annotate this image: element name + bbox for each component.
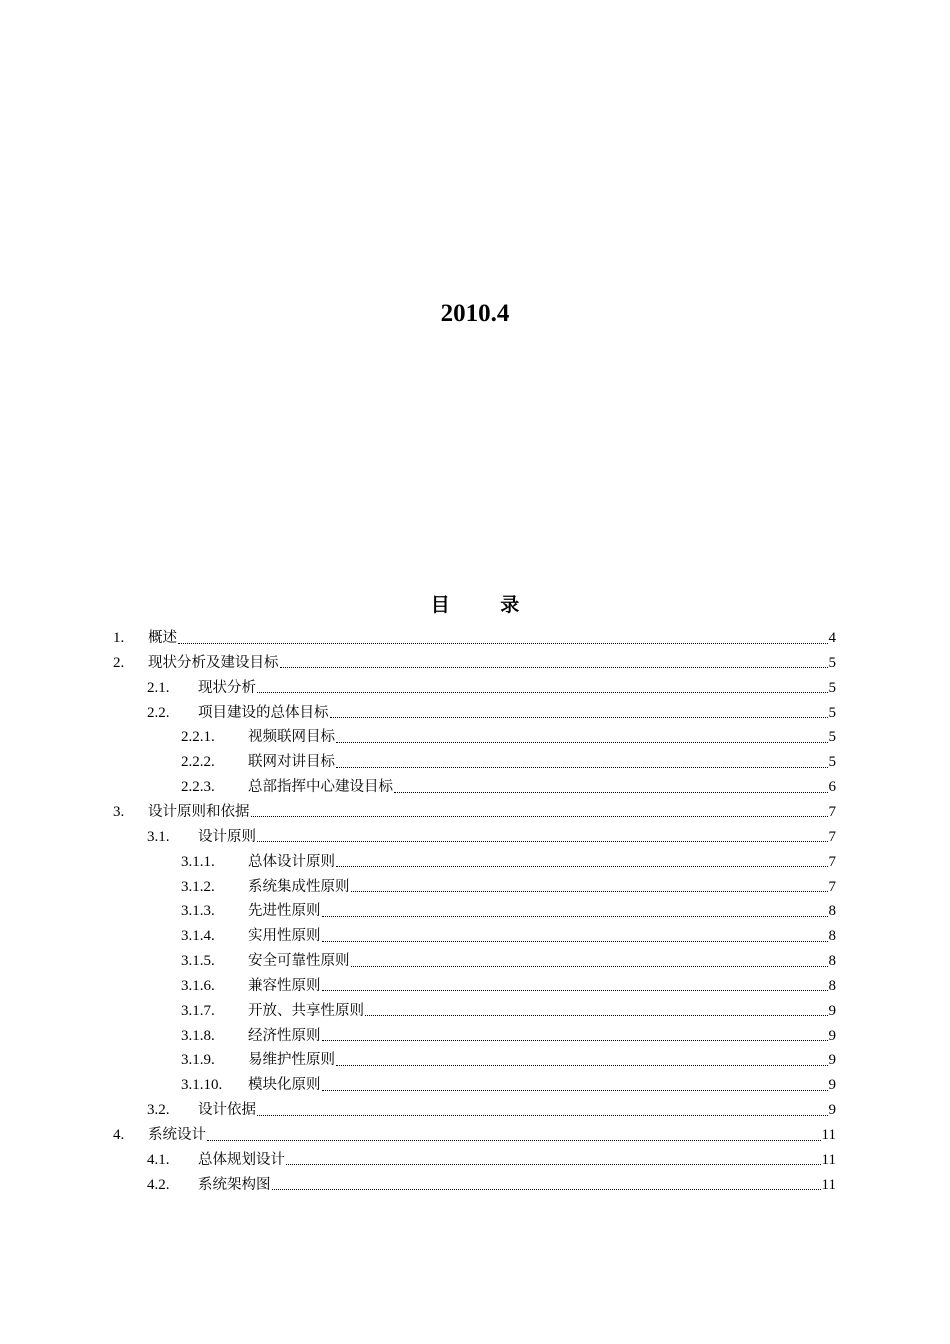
cover-date: 2010.4 (440, 300, 510, 327)
toc-entry-title: 现状分析及建设目标 (148, 654, 279, 671)
toc-leader-dots (322, 990, 828, 991)
toc-entry-number: 4. (113, 1127, 125, 1143)
toc-entry-number: 3.1. (147, 828, 170, 845)
toc-entry[interactable] (113, 626, 836, 650)
toc-entry-number: 2. (113, 654, 125, 671)
toc-leader-dots (394, 792, 828, 793)
toc-entry-number: 3.1.7. (181, 1002, 215, 1019)
toc-leader-dots (178, 643, 828, 644)
toc-entry[interactable] (113, 651, 836, 675)
toc-entry-title: 总部指挥中心建设目标 (248, 779, 393, 796)
toc-entry-title: 系统集成性原则 (248, 878, 350, 895)
toc-entry-page: 6 (828, 779, 836, 796)
toc-entry-page: 5 (828, 654, 836, 671)
toc-entry-title: 项目建设的总体目标 (198, 704, 329, 721)
toc-entry-number: 2.2.3. (181, 779, 215, 796)
toc-entry[interactable] (181, 924, 836, 948)
toc-entry-number: 3.1.6. (181, 977, 215, 994)
toc-leader-dots (336, 866, 828, 867)
toc-entry-page: 9 (828, 1077, 836, 1094)
toc-entry-number: 2.2.1. (181, 729, 215, 746)
toc-entry[interactable] (181, 999, 836, 1023)
toc-leader-dots (257, 692, 828, 693)
toc-entry-title: 现状分析 (198, 679, 256, 696)
toc-entry[interactable] (181, 750, 836, 774)
toc-title: 目 录 (430, 594, 542, 616)
toc-leader-dots (280, 667, 828, 668)
toc-entry[interactable] (181, 875, 836, 899)
toc-entry[interactable] (147, 676, 836, 700)
toc-entry-page: 7 (828, 803, 836, 820)
toc-entry-number: 4.1. (147, 1151, 170, 1168)
toc-entry[interactable] (181, 899, 836, 923)
toc-entry[interactable] (147, 1098, 836, 1122)
toc-entry-number: 3.1.10. (181, 1077, 223, 1094)
toc-entry-number: 3.1.4. (181, 928, 215, 945)
toc-entry-number: 2.2. (147, 704, 170, 721)
toc-entry-title: 安全可靠性原则 (248, 953, 350, 970)
toc-entry-number: 4.2. (147, 1176, 170, 1193)
toc-leader-dots (351, 891, 828, 892)
toc-leader-dots (272, 1189, 821, 1190)
toc-entry[interactable] (181, 725, 836, 749)
toc-entry-title: 易维护性原则 (248, 1052, 335, 1069)
toc-entry-number: 1. (113, 630, 125, 646)
toc-entry-title: 模块化原则 (248, 1077, 321, 1094)
toc-entry-number: 2.2.2. (181, 754, 215, 771)
toc-entry-number: 3. (113, 803, 125, 820)
toc-entry[interactable] (147, 825, 836, 849)
toc-entry-title: 设计依据 (198, 1102, 256, 1119)
toc-leader-dots (286, 1164, 821, 1165)
toc-entry-page: 9 (828, 1052, 836, 1069)
toc-entry-title: 系统架构图 (198, 1176, 271, 1193)
toc-entry-page: 11 (821, 1176, 836, 1193)
toc-entry-title: 设计原则和依据 (148, 803, 250, 820)
toc-entry-page: 8 (828, 903, 836, 920)
toc-entry-title: 总体规划设计 (198, 1151, 285, 1168)
toc-leader-dots (336, 1065, 828, 1066)
toc-entry-number: 3.1.8. (181, 1027, 215, 1044)
toc-entry-page: 7 (828, 828, 836, 845)
toc-entry-page: 9 (828, 1002, 836, 1019)
toc-entry-number: 3.1.9. (181, 1052, 215, 1069)
toc-entry[interactable] (113, 800, 836, 824)
toc-entry[interactable] (147, 1148, 836, 1172)
toc-entry[interactable] (181, 974, 836, 998)
toc-entry-number: 2.1. (147, 679, 170, 696)
toc-leader-dots (351, 966, 828, 967)
toc-entry-title: 经济性原则 (248, 1027, 321, 1044)
toc-entry-page: 7 (828, 878, 836, 895)
toc-entry[interactable] (113, 1123, 836, 1147)
toc-entry-page: 5 (828, 729, 836, 746)
toc-entry-title: 先进性原则 (248, 903, 321, 920)
toc-leader-dots (322, 916, 828, 917)
toc-leader-dots (336, 742, 828, 743)
toc-leader-dots (322, 1090, 828, 1091)
toc-entry-number: 3.2. (147, 1102, 170, 1119)
toc-entry-title: 设计原则 (198, 828, 256, 845)
toc-entry-title: 实用性原则 (248, 928, 321, 945)
toc-entry-page: 5 (828, 704, 836, 721)
toc-leader-dots (257, 841, 828, 842)
toc-entry-page: 9 (828, 1102, 836, 1119)
toc-entry-page: 8 (828, 977, 836, 994)
toc-entry-title: 兼容性原则 (248, 977, 321, 994)
toc-entry[interactable] (181, 850, 836, 874)
toc-entry-page: 4 (828, 630, 836, 646)
toc-entry-title: 系统设计 (148, 1127, 206, 1143)
toc-leader-dots (322, 1040, 828, 1041)
toc-entry-title: 视频联网目标 (248, 729, 335, 746)
toc-entry-title: 联网对讲目标 (248, 754, 335, 771)
toc-entry[interactable] (181, 775, 836, 799)
toc-entry-number: 3.1.2. (181, 878, 215, 895)
toc-entry-title: 概述 (148, 630, 177, 646)
toc-entry[interactable] (181, 1048, 836, 1072)
toc-leader-dots (365, 1015, 828, 1016)
toc-entry[interactable] (147, 701, 836, 725)
toc-leader-dots (336, 767, 828, 768)
toc-entry-title: 开放、共享性原则 (248, 1002, 364, 1019)
toc-entry[interactable] (181, 1024, 836, 1048)
toc-leader-dots (207, 1140, 821, 1141)
toc-entry-number: 3.1.1. (181, 853, 215, 870)
toc-entry-page: 9 (828, 1027, 836, 1044)
toc-entry-page: 7 (828, 853, 836, 870)
toc-entry-title: 总体设计原则 (248, 853, 335, 870)
toc-entry-number: 3.1.3. (181, 903, 215, 920)
toc-leader-dots (251, 816, 828, 817)
toc-leader-dots (330, 717, 828, 718)
toc-entry-number: 3.1.5. (181, 953, 215, 970)
toc-entry-page: 11 (821, 1151, 836, 1168)
toc-entry-page: 5 (828, 754, 836, 771)
toc-entry[interactable] (147, 1173, 836, 1197)
toc-entry[interactable] (181, 949, 836, 973)
toc-entry-page: 5 (828, 679, 836, 696)
toc-entry[interactable] (181, 1073, 836, 1097)
toc-leader-dots (322, 941, 828, 942)
toc-leader-dots (257, 1115, 828, 1116)
toc-entry-page: 11 (821, 1127, 836, 1143)
toc-entry-page: 8 (828, 953, 836, 970)
toc-entry-page: 8 (828, 928, 836, 945)
